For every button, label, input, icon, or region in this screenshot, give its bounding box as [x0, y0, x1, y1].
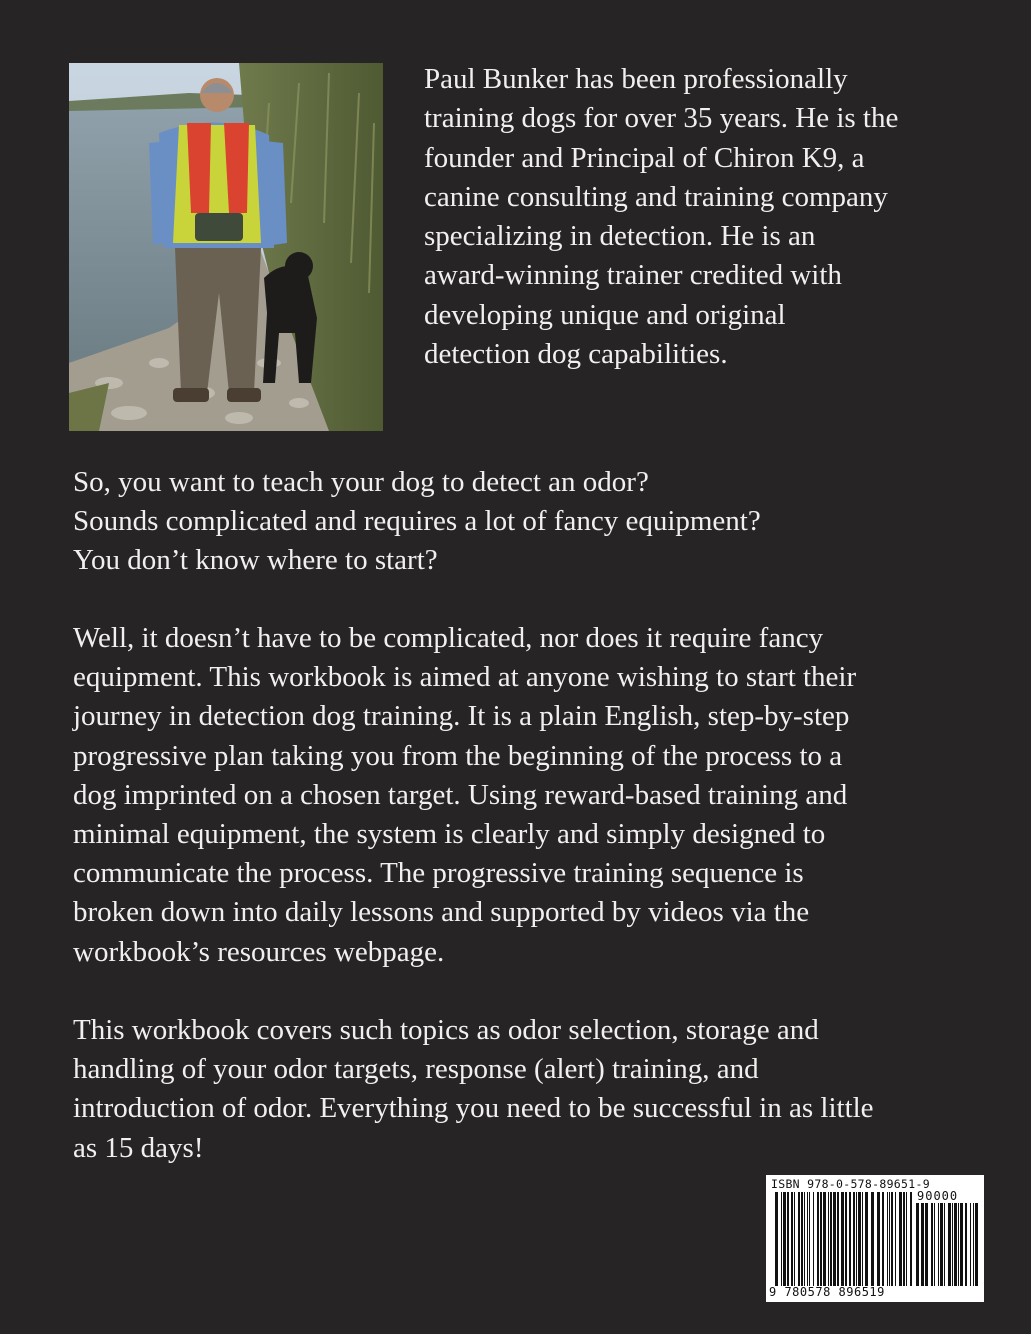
description-line: dog imprinted on a chosen target. Using reward-based training and — [73, 778, 848, 811]
addon-digits: 90000 — [917, 1189, 959, 1203]
barcode-bar — [952, 1203, 953, 1286]
barcode-bar — [960, 1203, 963, 1286]
barcode-bar — [823, 1192, 826, 1286]
barcode-bar — [925, 1203, 928, 1286]
barcode-bar — [775, 1192, 778, 1286]
isbn-label: ISBN 978-0-578-89651-9 — [771, 1177, 930, 1191]
topics-line: as 15 days! — [73, 1131, 204, 1164]
barcode-bar — [813, 1192, 814, 1286]
barcode-bar — [944, 1203, 945, 1286]
barcode-bar — [787, 1192, 789, 1286]
topics-line: handling of your odor targets, response (alert) training, and — [73, 1053, 759, 1086]
description-line: workbook’s resources webpage. — [73, 935, 445, 968]
barcode-bars-addon — [916, 1203, 979, 1286]
author-bio-line: award-winning trainer credited with — [424, 259, 842, 292]
barcode-bar — [891, 1192, 893, 1286]
author-bio-line: training dogs for over 35 years. He is the — [424, 102, 899, 135]
ean-digits: 9 780578 896519 — [769, 1285, 885, 1299]
topics-paragraph — [73, 1011, 993, 1168]
author-photo-illustration — [69, 63, 383, 431]
barcode-bar — [958, 1203, 959, 1286]
barcode-bar — [889, 1192, 890, 1286]
barcode-bar — [849, 1192, 851, 1286]
description-line: communicate the process. The progressive training sequence is — [73, 857, 804, 890]
barcode-bar — [895, 1192, 896, 1286]
barcode-bar — [965, 1203, 967, 1286]
barcode-bar — [781, 1192, 782, 1286]
description-line: broken down into daily lessons and supported by videos via the — [73, 896, 810, 929]
barcode-bar — [845, 1192, 847, 1286]
barcode-bar — [948, 1203, 951, 1286]
barcode-bar — [828, 1192, 829, 1286]
author-bio-line: detection dog capabilities. — [424, 338, 728, 371]
barcode-bar — [910, 1192, 912, 1286]
barcode-bar — [916, 1203, 919, 1286]
author-bio — [424, 60, 984, 374]
barcode-bar — [794, 1192, 795, 1286]
intro-paragraph — [73, 463, 993, 581]
barcode-bar — [858, 1192, 861, 1286]
isbn-barcode — [766, 1175, 984, 1302]
barcode-bar — [830, 1192, 832, 1286]
author-photo — [69, 63, 383, 431]
barcode-bar — [970, 1203, 971, 1286]
barcode-bar — [903, 1192, 905, 1286]
barcode-bar — [820, 1192, 822, 1286]
barcode-bars-main — [775, 1192, 913, 1286]
barcode-bar — [856, 1192, 857, 1286]
barcode-bar — [804, 1192, 805, 1286]
topics-line: This workbook covers such topics as odor selection, storage and — [73, 1014, 819, 1046]
barcode-bar — [865, 1192, 868, 1286]
barcode-bar — [940, 1203, 943, 1286]
barcode-bar — [921, 1203, 924, 1286]
barcode-bar — [837, 1192, 839, 1286]
author-bio-line: specializing in detection. He is an — [424, 220, 816, 253]
author-bio-line: Paul Bunker has been professionally — [424, 63, 848, 95]
intro-line: You don’t know where to start? — [73, 544, 438, 577]
barcode-bar — [798, 1192, 800, 1286]
topics-line: introduction of odor. Everything you need to be successful in as little — [73, 1092, 874, 1125]
barcode-bar — [871, 1192, 874, 1286]
barcode-bar — [882, 1192, 884, 1286]
barcode-bar — [783, 1192, 786, 1286]
description-line: progressive plan taking you from the beginning of the process to a — [73, 739, 843, 772]
barcode-bar — [807, 1192, 808, 1286]
barcode-bar — [975, 1203, 978, 1286]
barcode-bar — [791, 1192, 793, 1286]
description-line: journey in detection dog training. It is a plain English, step-by-step — [73, 700, 850, 733]
author-bio-line: founder and Principal of Chiron K9, a — [424, 141, 865, 174]
intro-line: Sounds complicated and requires a lot of fancy equipment? — [73, 505, 761, 538]
description-paragraph — [73, 619, 993, 972]
barcode-bar — [853, 1192, 855, 1286]
barcode-bar — [809, 1192, 810, 1286]
barcode-bar — [973, 1203, 974, 1286]
barcode-bar — [938, 1203, 939, 1286]
barcode-bar — [862, 1192, 863, 1286]
barcode-bar — [899, 1192, 902, 1286]
barcode-bar — [887, 1192, 888, 1286]
barcode-bar — [906, 1192, 907, 1286]
barcode-bar — [817, 1192, 819, 1286]
barcode-bar — [841, 1192, 844, 1286]
author-bio-line: developing unique and original — [424, 298, 786, 331]
description-line: minimal equipment, the system is clearly and simply designed to — [73, 818, 826, 851]
barcode-bar — [833, 1192, 836, 1286]
barcode-bar — [877, 1192, 880, 1286]
intro-line: So, you want to teach your dog to detect an odor? — [73, 466, 649, 498]
barcode-bar — [954, 1203, 957, 1286]
author-bio-line: canine consulting and training company — [424, 180, 888, 213]
barcode-bar — [931, 1203, 933, 1286]
description-line: Well, it doesn’t have to be complicated, nor does it require fancy — [73, 622, 824, 654]
barcode-bar — [801, 1192, 803, 1286]
barcode-bar — [934, 1203, 935, 1286]
description-line: equipment. This workbook is aimed at anyone wishing to start their — [73, 661, 857, 694]
